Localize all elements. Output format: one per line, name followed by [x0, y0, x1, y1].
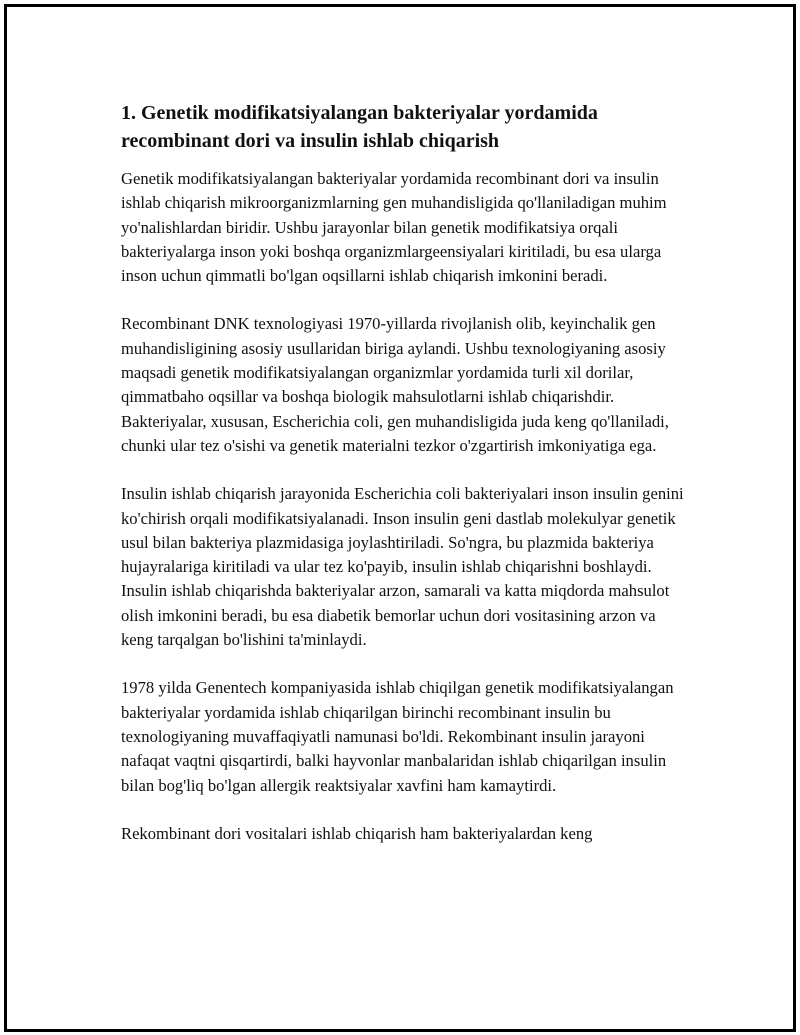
document-body [121, 99, 691, 870]
paragraph: Rekombinant dori vositalari ishlab chiqarish ham bakteriyalardan keng [121, 823, 593, 843]
page-frame [4, 4, 796, 1032]
paragraph: 1978 yilda Genentech kompaniyasida ishlab chiqilgan genetik modifikatsiyalangan bakteriyalar yordamida ishlab chiqarilgan birinchi recombinant insulin bu texnologiyaning muvaffaqiyatli namunasi bo'ldi. Rekombinant insulin jarayoni nafaqat vaqtni qisqartirdi, balki hayvonlar manbalaridan ishlab chiqarilgan insulin bilan bog'liq bo'lgan allergik reaktsiyalar xavfini ham kamaytirdi. [121, 678, 674, 795]
paragraph: Genetik modifikatsiyalangan bakteriyalar yordamida recombinant dori va insulin ishlab chiqarish mikroorganizmlarning gen muhandisligida qo'llaniladigan muhim yo'nalishlardan biridir. Ushbu jarayonlar bilan genetik modifikatsiya orqali bakteriyalarga inson yoki boshqa organizmlargeensiyalari kiritiladi, bu esa ularga inson uchun qimmatli bo'lgan oqsillarni ishlab chiqarish imkonini beradi. [121, 169, 667, 286]
paragraph: Recombinant DNK texnologiyasi 1970-yillarda rivojlanish olib, keyinchalik gen muhandisligining asosiy usullaridan biriga aylandi. Ushbu texnologiyaning asosiy maqsadi genetik modifikatsiyalangan organizmlar yordamida turli xil dorilar, qimmatbaho oqsillar va boshqa biologik mahsulotlarni ishlab chiqarishdir. Bakteriyalar, xususan, Escherichia coli, gen muhandisligida juda keng qo'llaniladi, chunki ular tez o'sishi va genetik materialni tezkor o'zgartirish imkoniyatiga ega. [121, 314, 669, 455]
document-title: 1. Genetik modifikatsiyalangan bakteriyalar yordamida recombinant dori va insulin ishlab chiqarish [121, 102, 598, 152]
paragraph: Insulin ishlab chiqarish jarayonida Escherichia coli bakteriyalari inson insulin genini ko'chirish orqali modifikatsiyalanadi. Inson insulin geni dastlab molekulyar genetik usul bilan bakteriya plazmidasiga joylashtiriladi. So'ngra, bu plazmida bakteriya hujayralariga kiritiladi va ular tez ko'payib, insulin ishlab chiqarishni boshlaydi. Insulin ishlab chiqarishda bakteriyalar arzon, samarali va katta miqdorda mahsulot olish imkonini beradi, bu esa diabetik bemorlar uchun dori vositasining arzon va keng tarqalgan bo'lishini ta'minlaydi. [121, 484, 684, 650]
